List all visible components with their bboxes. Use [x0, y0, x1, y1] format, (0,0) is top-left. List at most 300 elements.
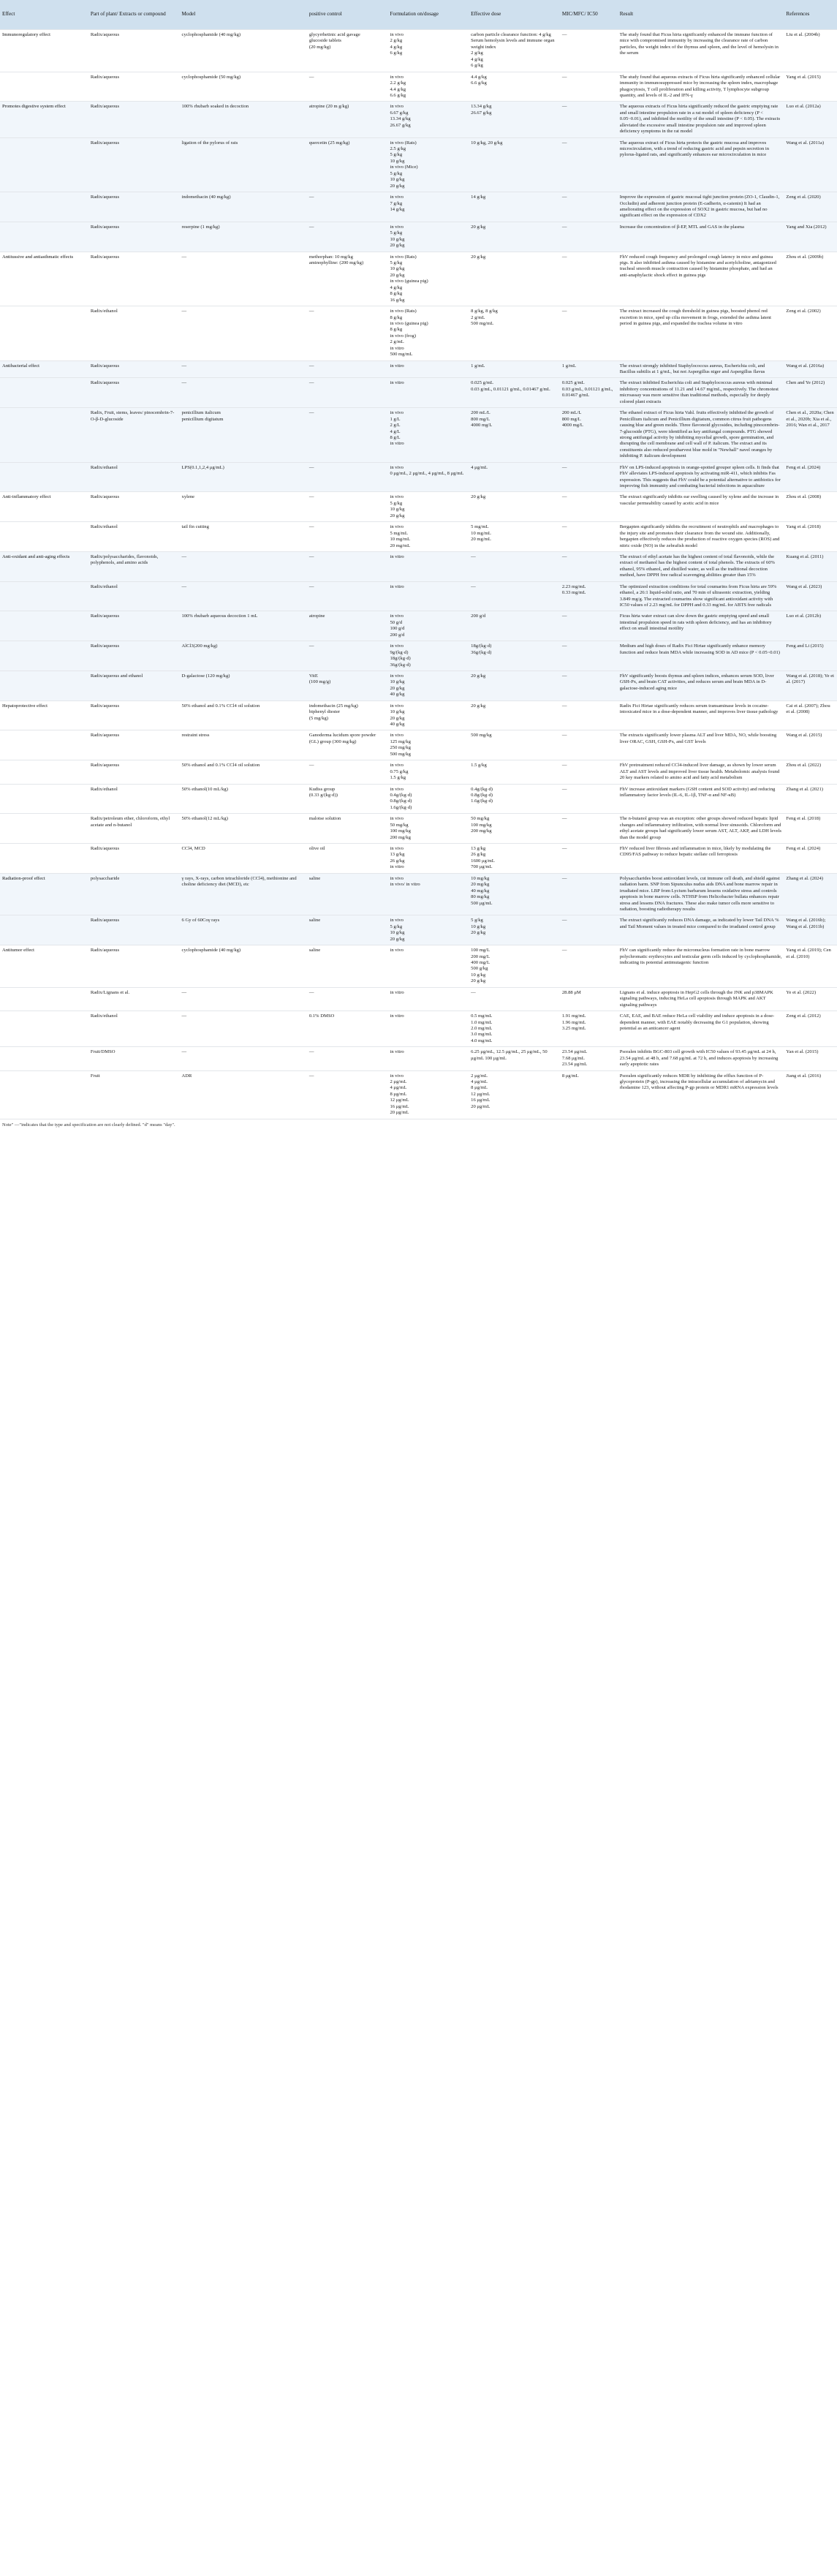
- col-dose: Formulation on/dosage: [387, 0, 469, 30]
- cell-model: AlCl3(200 mg/kg): [180, 641, 307, 671]
- table-row: [0, 192, 837, 222]
- cell-dose: in vitro: [387, 1011, 469, 1047]
- cell-effect: [0, 671, 88, 700]
- cell-model: reserpine (1 mg/kg): [180, 222, 307, 252]
- cell-mic: 0.025 g/mL 0.03 g/mL, 0.01121 g/mL, 0.01467 g/mL: [560, 378, 618, 408]
- cell-dose: in vivo 6.67 g/kg 13.34 g/kg 26.67 g/kg: [387, 102, 469, 137]
- table-row: [0, 1070, 837, 1119]
- table-row: [0, 522, 837, 552]
- cell-dose: in vivo 2 μg/mL 4 μg/mL 8 μg/mL 12 μg/mL 16 μg/mL 20 μg/mL: [387, 1070, 469, 1119]
- cell-result: The extract significantly inhibits ear swelling caused by xylene and the increase in vascular permeability caused by acetic acid in mice: [618, 492, 784, 522]
- cell-dose: in vivo 0.4g/(kg·d) 0.8g/(kg·d) 1.6g/(kg·d): [387, 784, 469, 814]
- cell-mic: —: [560, 192, 618, 222]
- cell-dose: in vitro: [387, 551, 469, 581]
- cell-mic: —: [560, 611, 618, 641]
- cell-effect: [0, 408, 88, 463]
- cell-control: —: [307, 581, 388, 611]
- cell-control: malotse solution: [307, 814, 388, 844]
- cell-control: quercetin (25 mg/kg): [307, 137, 388, 192]
- cell-reference: Zhou et al. (2008): [784, 492, 837, 522]
- cell-result: FhV pretreatment reduced CCl4-induced liver damage, as shown by lower serum ALT and AST levels and improved liver tissue health. Metabolomic analysis found 20 key markers related to amino acid and fatty acid metabolism: [618, 760, 784, 784]
- cell-result: The ethanol extract of Ficus hirta Vahl. fruits effectively inhibited the growth of Penicillium italicum and Penicillium digitatum, common citrus fruit pathogens causing blue and green molds. Three flavonoid glycosides, including pinocembrin-7-glucoside (PTG), were identified as key antifungal compounds. PTG showed strong antifungal activity by inhibiting mycelial growth, spore germination, and disrupting the cell membrane and cell wall of P. italicum. The extract and its constituents also reduced postharvest blue mold in "Newhall" navel oranges by inhibiting P. italicum development: [618, 408, 784, 463]
- cell-control: indomethacin (25 mg/kg) biphenyl diester (5 mg/kg): [307, 700, 388, 730]
- cell-model: 100% rhubarb soaked in decoction: [180, 102, 307, 137]
- table-row: [0, 1011, 837, 1047]
- cell-part: Radix/aqueous: [88, 492, 180, 522]
- cell-result: Radix Fici Hirtae significantly reduces serum transaminase levels in cocaine-intoxicated mice in a dose-dependent manner, and improves liver tissue pathology: [618, 700, 784, 730]
- cell-control: 0.1% DMSO: [307, 1011, 388, 1047]
- cell-mic: —: [560, 844, 618, 874]
- cell-effect: [0, 784, 88, 814]
- cell-reference: Liu et al. (2004b): [784, 30, 837, 72]
- cell-control: —: [307, 551, 388, 581]
- cell-reference: Zeng et al. (2012): [784, 1011, 837, 1047]
- cell-mic: —: [560, 915, 618, 945]
- cell-reference: Ye et al. (2022): [784, 987, 837, 1011]
- cell-part: Radix/aqueous: [88, 72, 180, 102]
- cell-mic: —: [560, 730, 618, 760]
- cell-effect: [0, 137, 88, 192]
- cell-result: Increase the concentration of β-EP, MTL and GAS in the plasma: [618, 222, 784, 252]
- cell-control: —: [307, 72, 388, 102]
- cell-effective-dose: 1.5 g/kg: [469, 760, 560, 784]
- cell-effect: [0, 581, 88, 611]
- cell-result: The extract inhibited Escherichia coli and Staphylococcus aureus with minimal inhibitory concentrations of 11.21 and 14.67 mg/mL, respectively. The chromotest microassay was more sensitive than traditional methods, especially for deeply colored plant extracts: [618, 378, 784, 408]
- cell-model: —: [180, 551, 307, 581]
- table-row: [0, 408, 837, 463]
- cell-control: —: [307, 306, 388, 361]
- cell-control: —: [307, 492, 388, 522]
- cell-part: Fruit/DMSO: [88, 1047, 180, 1070]
- cell-model: —: [180, 252, 307, 306]
- cell-effect: Immunoregulatory effect: [0, 30, 88, 72]
- cell-part: Radix/petroleum ether, chloroform, ethyl acetate and n-butanol: [88, 814, 180, 844]
- cell-control: —: [307, 462, 388, 492]
- cell-effective-dose: 4.4 g/kg 6.6 g/kg: [469, 72, 560, 102]
- cell-effect: [0, 611, 88, 641]
- cell-model: CCl4, MCD: [180, 844, 307, 874]
- cell-effect: Radiation-proof effect: [0, 873, 88, 915]
- cell-effective-dose: 0.025 g/mL 0.03 g/mL, 0.01121 g/mL, 0.01467 g/mL: [469, 378, 560, 408]
- cell-part: Radix/ethanol: [88, 581, 180, 611]
- cell-effective-dose: 13 g/kg 26 g/kg 1600 μg/mL 700 μg/mL: [469, 844, 560, 874]
- cell-reference: Cai et al. (2007); Zhou et al. (2008): [784, 700, 837, 730]
- cell-mic: —: [560, 671, 618, 700]
- cell-effective-dose: 200 g/d: [469, 611, 560, 641]
- cell-result: The aqueous extracts of Ficus hirta significantly reduced the gastric emptying rate and small intestine propulsion rate in a rat model of spleen deficiency (P < 0.05~0.01), and inhibited the motility of the small intestine (P < 0.05). The extracts alleviated the excessive small intestine propulsion rate and improved spleen deficiency symptoms in the rat model: [618, 102, 784, 137]
- cell-dose: in vivo 5 g/kg 10 g/kg 20 g/kg: [387, 222, 469, 252]
- cell-model: 50% ethanol and 0.1% CCl4 oil solution: [180, 760, 307, 784]
- cell-result: FhV significantly boosts thymus and spleen indices, enhances serum SOD, liver GSH-Px, and brain CAT activities, and reduces serum and brain MDA in D-galactose-induced aging mice: [618, 671, 784, 700]
- cell-part: Radix, Fruit, stems, leaves/ pinocembrin-7-O-β-D-glucoside: [88, 408, 180, 463]
- col-control: positive control: [307, 0, 388, 30]
- cell-dose: in vivo (Rats) 5 g/kg 10 g/kg 20 g/kg in vivo (guinea pig) 4 g/kg 8 g/kg 16 g/kg: [387, 252, 469, 306]
- cell-reference: Feng et al. (2024): [784, 462, 837, 492]
- cell-control: saline: [307, 945, 388, 988]
- cell-effect: [0, 1070, 88, 1119]
- cell-part: Radix/aqueous: [88, 700, 180, 730]
- cell-effective-dose: 6.25 μg/mL, 12.5 μg/mL, 25 μg/mL, 50 μg/mL 100 μg/mL: [469, 1047, 560, 1070]
- cell-model: tail fin cutting: [180, 522, 307, 552]
- cell-result: CAE, EAE, and BAE reduce HeLa cell viability and induce apoptosis in a dose-dependent manner, with EAE notably decreasing the G1 population, showing potential as an anticancer agent: [618, 1011, 784, 1047]
- cell-effective-dose: 2 μg/mL 4 μg/mL 8 μg/mL 12 μg/mL 16 μg/mL 20 μg/mL: [469, 1070, 560, 1119]
- cell-effective-dose: 20 g/kg: [469, 252, 560, 306]
- cell-mic: 1.91 mg/mL 1.96 mg/mL 3.25 mg/mL: [560, 1011, 618, 1047]
- cell-mic: 28.88 μM: [560, 987, 618, 1011]
- cell-result: Bergapten significantly inhibits the recruitment of neutrophils and macrophages to the injury site and promotes their clearance from the wound site. Additionally, bergapten effectively reduces the production of reactive oxygen species (ROS) and nitric oxide (NO) in the zebrafish model: [618, 522, 784, 552]
- cell-effective-dose: 20 g/kg: [469, 700, 560, 730]
- cell-reference: Zhang et al. (2024): [784, 873, 837, 915]
- cell-control: methorphan: 10 mg/kg aminophylline: (200 mg/kg): [307, 252, 388, 306]
- cell-result: Polysaccharides boost antioxidant levels, cut immune cell death, and shield against radiation harm. SNP from Sipunculus nudus aids DNA and bone marrow repair in irradiated mice. LBP from Lycium barbarum lessens oxidative stress and controls apoptosis in bone marrow cells. NTHSP from Helicobacter bullata enhances repair stress and lessens DNA fractures. These also make tumor cells more sensitive to radiation, boosting radiotherapy results: [618, 873, 784, 915]
- cell-mic: —: [560, 252, 618, 306]
- cell-dose: in vitro: [387, 360, 469, 378]
- cell-mic: —: [560, 102, 618, 137]
- cell-model: D-galactose (120 mg/kg): [180, 671, 307, 700]
- col-references: References: [784, 0, 837, 30]
- cell-reference: Yang et al. (2015): [784, 72, 837, 102]
- cell-dose: in vivo 2 g/kg 4 g/kg 6 g/kg: [387, 30, 469, 72]
- cell-effect: [0, 844, 88, 874]
- cell-control: —: [307, 1070, 388, 1119]
- cell-effective-dose: 10 g/kg, 20 g/kg: [469, 137, 560, 192]
- cell-reference: Luo et al. (2012b): [784, 611, 837, 641]
- cell-part: Radix/aqueous: [88, 641, 180, 671]
- cell-part: Radix/ethanol: [88, 522, 180, 552]
- cell-control: —: [307, 522, 388, 552]
- cell-effect: [0, 915, 88, 945]
- cell-reference: Zhang et al. (2021): [784, 784, 837, 814]
- cell-effect: [0, 814, 88, 844]
- cell-effect: Hepatoprotective effect: [0, 700, 88, 730]
- cell-effective-dose: 0.5 mg/mL 1.0 mg/mL 2.0 mg/mL 3.0 mg/mL 4.0 mg/mL: [469, 1011, 560, 1047]
- cell-effect: Antitumor effect: [0, 945, 88, 988]
- cell-dose: in vitro: [387, 1047, 469, 1070]
- cell-control: —: [307, 408, 388, 463]
- cell-reference: Wang et al. (2023): [784, 581, 837, 611]
- cell-effect: [0, 222, 88, 252]
- cell-effective-dose: 8 g/kg, 8 g/kg 2 g/mL 500 mg/mL: [469, 306, 560, 361]
- cell-result: The extract increased the cough threshold in guinea pigs, boosted phenol red excretion in mice, sped up cilia movement in frogs, extended the asthma latent period in guinea pigs, and expanded the trachea volume in vitro: [618, 306, 784, 361]
- cell-mic: 2.23 mg/mL 0.33 mg/mL: [560, 581, 618, 611]
- col-result: Result: [618, 0, 784, 30]
- cell-model: cyclophosphamide (40 mg/kg): [180, 945, 307, 988]
- cell-part: Radix/aqueous: [88, 252, 180, 306]
- cell-part: Radix/ethanol: [88, 306, 180, 361]
- cell-control: saline: [307, 915, 388, 945]
- cell-part: Radix/polysaccharides, flavonoids, polyphenols, and amino acids: [88, 551, 180, 581]
- cell-dose: in vivo: [387, 945, 469, 988]
- col-mic: MIC/MFC/ IC50: [560, 0, 618, 30]
- cell-control: —: [307, 360, 388, 378]
- cell-dose: in vivo (Rats) 2.5 g/kg 5 g/kg 10 g/kg in vivo (Mice) 5 g/kg 10 g/kg 20 g/kg: [387, 137, 469, 192]
- cell-effective-dose: 1 g/mL: [469, 360, 560, 378]
- cell-mic: —: [560, 814, 618, 844]
- cell-model: ADR: [180, 1070, 307, 1119]
- cell-effective-dose: 100 mg/L 200 mg/L 400 mg/L 500 g/kg 10 g/kg 20 g/kg: [469, 945, 560, 988]
- cell-reference: Wang et al. (2015): [784, 730, 837, 760]
- cell-model: 100% rhubarb aqueous decoction 1 mL: [180, 611, 307, 641]
- cell-dose: in vitro: [387, 581, 469, 611]
- cell-result: The aqueous extract of Ficus hirta protects the gastric mucosa and improves microcirculation, with a trend of reducing gastric acid and pepsin secretion in pylorus-ligated rats, and significantly enhances ear microcirculation in mice: [618, 137, 784, 192]
- table-row: [0, 1047, 837, 1070]
- cell-effect: Promotes digestive system effect: [0, 102, 88, 137]
- cell-part: Radix/aqueous: [88, 360, 180, 378]
- table-row: [0, 72, 837, 102]
- cell-mic: 200 mL/L 800 mg/L 4000 mg/L: [560, 408, 618, 463]
- cell-reference: Feng et al. (2018): [784, 814, 837, 844]
- cell-control: Ganoderma lucidum spore powder (GL) group (300 mg/kg): [307, 730, 388, 760]
- cell-dose: in vivo 7 g/kg 14 g/kg: [387, 192, 469, 222]
- table-body: [0, 30, 837, 1119]
- cell-reference: Wang et al. (2011a): [784, 137, 837, 192]
- cell-dose: in vivo 50 mg/kg 100 mg/kg 200 mg/kg: [387, 814, 469, 844]
- cell-effect: [0, 987, 88, 1011]
- cell-control: saline: [307, 873, 388, 915]
- cell-part: Radix/aqueous: [88, 102, 180, 137]
- cell-model: —: [180, 1011, 307, 1047]
- cell-effect: [0, 760, 88, 784]
- cell-mic: —: [560, 72, 618, 102]
- table-row: [0, 252, 837, 306]
- pharmacology-table: [0, 0, 837, 1131]
- cell-result: The extract of ethyl acetate has the highest content of total flavonoids, while the extract of methanol has the highest content of total phenols. The extracts of 60% ethanol, 95% ethanol, and distilled water, as well as the traditional decoction method, have DPPH free radical scavenging abilities greater than 15%: [618, 551, 784, 581]
- cell-dose: in vivo 10 g/kg 20 g/kg 40 g/kg: [387, 700, 469, 730]
- cell-dose: in vivo 50 g/d 100 g/d 200 g/d: [387, 611, 469, 641]
- cell-reference: Chen et al., 2020a; Chen et al., 2020b; Xia et al., 2016; Wan et al., 2017: [784, 408, 837, 463]
- cell-model: indomethacin (40 mg/kg): [180, 192, 307, 222]
- cell-model: ligation of the pylorus of rats: [180, 137, 307, 192]
- cell-dose: in vivo 0.75 g/kg 1.5 g/kg: [387, 760, 469, 784]
- table-row: [0, 730, 837, 760]
- cell-result: Ficus hirta water extract can slow down the gastric emptying speed and small intestinal propulsion speed in rats with spleen deficiency, and has an inhibitory effect on small intestinal motility: [618, 611, 784, 641]
- cell-reference: Wang et al. (2016a): [784, 360, 837, 378]
- col-part: Part of plant/ Extracts or compound: [88, 0, 180, 30]
- cell-reference: Zeng et al. (2002): [784, 306, 837, 361]
- cell-reference: Luo et al. (2012a): [784, 102, 837, 137]
- table-row: [0, 784, 837, 814]
- cell-effect: Antitussive and antiasthmatic effects: [0, 252, 88, 306]
- cell-effective-dose: 18g/(kg·d) 36g/(kg·d): [469, 641, 560, 671]
- cell-reference: Yan et al. (2015): [784, 1047, 837, 1070]
- cell-dose: in vivo 10 g/kg 20 g/kg 40 g/kg: [387, 671, 469, 700]
- cell-part: Radix/aqueous: [88, 137, 180, 192]
- table-row: [0, 102, 837, 137]
- cell-effective-dose: 10 mg/kg 20 mg/kg 40 mg/kg 80 mg/kg 500 μg/mL: [469, 873, 560, 915]
- cell-part: polysaccharide: [88, 873, 180, 915]
- cell-part: Radix/aqueous: [88, 611, 180, 641]
- cell-part: Radix/aqueous: [88, 30, 180, 72]
- cell-mic: —: [560, 462, 618, 492]
- cell-effective-dose: 500 mg/kg: [469, 730, 560, 760]
- table-row: [0, 873, 837, 915]
- cell-part: Radix/aqueous: [88, 378, 180, 408]
- cell-part: Radix/aqueous: [88, 915, 180, 945]
- cell-reference: Feng et al. (2024): [784, 844, 837, 874]
- table-note: Note" —"indicates that the type and specification are not clearly defined. "d" means "day".: [0, 1119, 837, 1131]
- cell-part: Radix/aqueous: [88, 844, 180, 874]
- cell-model: cyclophosphamide (50 mg/kg): [180, 72, 307, 102]
- cell-reference: Zhou et al. (2022): [784, 760, 837, 784]
- table-row: [0, 700, 837, 730]
- cell-part: Radix/aqueous: [88, 730, 180, 760]
- cell-model: —: [180, 987, 307, 1011]
- cell-dose: in vivo in vivo/ in vitro: [387, 873, 469, 915]
- cell-result: FhV on LPS-induced apoptosis in orange-spotted grouper spleen cells. It finds that FhV alleviates LPS-induced apoptosis by activating miR-411, which inhibits Fas expression. This suggests that FhV could be a potential alternative to antibiotics for improving fish immunity and combating bacterial infections in aquaculture: [618, 462, 784, 492]
- cell-mic: —: [560, 760, 618, 784]
- table-row: [0, 137, 837, 192]
- cell-control: olive oil: [307, 844, 388, 874]
- cell-model: LPS(0.1,1,2,4 μg/mL): [180, 462, 307, 492]
- cell-dose: in vivo 125 mg/kg 250 mg/kg 500 mg/kg: [387, 730, 469, 760]
- cell-reference: Yang et al. (2018): [784, 522, 837, 552]
- cell-mic: 8 μg/mL: [560, 1070, 618, 1119]
- cell-effect: [0, 1011, 88, 1047]
- cell-dose: in vivo 5 g/kg 10 g/kg 20 g/kg: [387, 915, 469, 945]
- col-effective-dose: Effective dose: [469, 0, 560, 30]
- cell-control: —: [307, 641, 388, 671]
- cell-effective-dose: 0.4g/(kg·d) 0.8g/(kg·d) 1.6g/(kg·d): [469, 784, 560, 814]
- cell-result: Medium and high doses of Radix Fici Hirtae significantly enhance memory function and reduce brain MDA while increasing SOD in AD mice (P < 0.05~0.01): [618, 641, 784, 671]
- cell-part: Radix/ethanol: [88, 462, 180, 492]
- cell-control: —: [307, 192, 388, 222]
- cell-effect: [0, 462, 88, 492]
- table-row: [0, 760, 837, 784]
- cell-result: FhV reduced cough frequency and prolonged cough latency in mice and guinea pigs. It also inhibited asthma caused by histamine and acetylcholine, antagonized tracheal smooth muscle contraction caused by histamine phosphate, and had an anti-anaphylactic shock effect in guinea pigs: [618, 252, 784, 306]
- cell-dose: in vivo 5 g/kg 10 g/kg 20 g/kg: [387, 492, 469, 522]
- table-row: [0, 551, 837, 581]
- cell-effective-dose: 20 g/kg: [469, 222, 560, 252]
- cell-effect: [0, 306, 88, 361]
- cell-result: FhV can significantly reduce the micronucleus formation rate in bone marrow polychromatic erythrocytes and testicular germ cells induced by cyclophosphamide, indicating its potential antimutagenic function: [618, 945, 784, 988]
- cell-effective-dose: 200 mL/L 800 mg/L 4000 mg/L: [469, 408, 560, 463]
- cell-model: cyclophosphamide (40 mg/kg): [180, 30, 307, 72]
- cell-control: glycyrrhetinic acid gavage glucoside tablets (20 mg/kg): [307, 30, 388, 72]
- cell-control: —: [307, 378, 388, 408]
- table-row: [0, 945, 837, 988]
- cell-effective-dose: —: [469, 987, 560, 1011]
- cell-part: Radix/Lignans et al.: [88, 987, 180, 1011]
- cell-result: The study found that aqueous extracts of Ficus hirta significantly enhanced cellular immunity in immunosuppressed mice by increasing the spleen index, macrophage phagocytosis, T cell proliferation and killing activity, T lymphocyte subgroup quantity, and levels of IL-2 and IFN-γ: [618, 72, 784, 102]
- cell-model: γ rays, X-rays, carbon tetrachloride (CCl4), methionine and choline deficiency diet (MCD), etc: [180, 873, 307, 915]
- cell-effective-dose: 20 g/kg: [469, 671, 560, 700]
- table-row: [0, 360, 837, 378]
- cell-mic: —: [560, 551, 618, 581]
- cell-dose: in vitro: [387, 987, 469, 1011]
- cell-model: —: [180, 306, 307, 361]
- cell-model: 6 Gy of 60Coγ rays: [180, 915, 307, 945]
- cell-reference: Chen and Ye (2012): [784, 378, 837, 408]
- cell-mic: 1 g/mL: [560, 360, 618, 378]
- cell-reference: Wang et al. (2016b); Wang et al. (2011b): [784, 915, 837, 945]
- table-row: [0, 378, 837, 408]
- table-row: [0, 915, 837, 945]
- cell-mic: —: [560, 945, 618, 988]
- cell-model: 50% ethanol(12 mL/kg): [180, 814, 307, 844]
- cell-effect: Anti-oxidant and anti-aging effects: [0, 551, 88, 581]
- cell-model: restraint stress: [180, 730, 307, 760]
- col-effect: Effect: [0, 0, 88, 30]
- cell-effective-dose: 5 mg/mL 10 mg/mL 20 mg/mL: [469, 522, 560, 552]
- col-model: Model: [180, 0, 307, 30]
- cell-model: 50% ethanol(10 mL/kg): [180, 784, 307, 814]
- cell-effect: [0, 730, 88, 760]
- cell-effective-dose: carbon particle clearance function: 4 g/kg Serum hemolysin levels and immune organ weight index 2 g/kg 4 g/kg 6 g/kg: [469, 30, 560, 72]
- cell-part: Radix/aqueous and ethanol: [88, 671, 180, 700]
- table-row: [0, 492, 837, 522]
- cell-reference: Yang et al. (2019); Cen et al. (2010): [784, 945, 837, 988]
- cell-mic: —: [560, 492, 618, 522]
- cell-mic: —: [560, 30, 618, 72]
- cell-effect: [0, 641, 88, 671]
- cell-effective-dose: 20 g/kg: [469, 492, 560, 522]
- cell-reference: Feng and Li (2015): [784, 641, 837, 671]
- cell-model: —: [180, 360, 307, 378]
- cell-dose: in vivo 2.2 g/kg 4.4 g/kg 6.6 g/kg: [387, 72, 469, 102]
- cell-effective-dose: 4 μg/mL: [469, 462, 560, 492]
- cell-model: —: [180, 1047, 307, 1070]
- cell-mic: —: [560, 522, 618, 552]
- cell-dose: in vitro: [387, 378, 469, 408]
- cell-dose: in vivo 5 mg/mL 10 mg/mL 20 mg/mL: [387, 522, 469, 552]
- cell-dose: in vivo 0 μg/mL, 2 μg/mL, 4 μg/mL, 8 μg/mL: [387, 462, 469, 492]
- cell-dose: in vivo 1 g/L 2 g/L 4 g/L 8 g/L in vitro: [387, 408, 469, 463]
- cell-control: Kudiss group (0.33 g/(kg·d)): [307, 784, 388, 814]
- cell-control: —: [307, 1047, 388, 1070]
- cell-result: Psoralen significantly reduces MDR by inhibiting the efflux function of P-glycoprotein (P-gp), increasing the intracellular accumulation of adriamycin and rhodamine 123, without affecting P-gp protein or MDR1 mRNA expression levels: [618, 1070, 784, 1119]
- cell-model: 50% ethanol and 0.1% CCl4 oil solution: [180, 700, 307, 730]
- cell-part: Radix/aqueous: [88, 192, 180, 222]
- cell-result: Improve the expression of gastric mucosal tight junction protein (ZO-1, Claudin-1, Occludin) and adherent junction protein (E-cadherin, α-catenin) It had an ameliorating effect on the expression of SOX2 in gastric mucosa, but had no significant effect on the expression of CDX2: [618, 192, 784, 222]
- cell-effect: [0, 522, 88, 552]
- cell-part: Radix/ethanol: [88, 1011, 180, 1047]
- table-row: [0, 581, 837, 611]
- cell-result: The study found that Ficus hirta significantly enhanced the immune function of mice with compromised immunity by increasing the clearance rate of carbon particles, the weight index of the thymus and spleen, and the level of hemolysin in the serum: [618, 30, 784, 72]
- table-row: [0, 641, 837, 671]
- cell-mic: —: [560, 784, 618, 814]
- cell-result: The extract strongly inhibited Staphylococcus aureus, Escherichia coli, and Bacillus subtilis at 1 g/mL, but not Aspergillus niger and Aspergillus flavus: [618, 360, 784, 378]
- cell-model: —: [180, 378, 307, 408]
- cell-part: Radix/aqueous: [88, 222, 180, 252]
- cell-effective-dose: 50 mg/kg 100 mg/kg 200 mg/kg: [469, 814, 560, 844]
- cell-mic: 23.54 μg/mL 7.68 μg/mL 23.54 μg/mL: [560, 1047, 618, 1070]
- cell-effect: Anti-inflammatory effect: [0, 492, 88, 522]
- table-row: [0, 611, 837, 641]
- cell-result: The extract significantly reduces DNA damage, as indicated by lower Tail DNA % and Tail Moment values in treated mice compared to the irradiated control group: [618, 915, 784, 945]
- cell-effective-dose: 5 g/kg 10 g/kg 20 g/kg: [469, 915, 560, 945]
- cell-control: VitE (100 mg/g): [307, 671, 388, 700]
- cell-mic: —: [560, 641, 618, 671]
- cell-reference: Yang and Xia (2012): [784, 222, 837, 252]
- cell-effective-dose: —: [469, 551, 560, 581]
- header-row: [0, 0, 837, 30]
- cell-dose: in vivo 13 g/kg 26 g/kg in vitro: [387, 844, 469, 874]
- table-container: [0, 0, 837, 1131]
- cell-part: Fruit: [88, 1070, 180, 1119]
- table-row: [0, 462, 837, 492]
- cell-effect: [0, 192, 88, 222]
- cell-effective-dose: 13.34 g/kg 26.67 g/kg: [469, 102, 560, 137]
- cell-mic: —: [560, 306, 618, 361]
- cell-mic: —: [560, 137, 618, 192]
- cell-effect: [0, 72, 88, 102]
- cell-effective-dose: —: [469, 581, 560, 611]
- table-row: [0, 987, 837, 1011]
- cell-mic: —: [560, 873, 618, 915]
- cell-result: FhV reduced liver fibrosis and inflammation in mice, likely by modulating the CD95/FAS pathway to reduce hepatic stellate cell ferroptosis: [618, 844, 784, 874]
- cell-control: atropine (20 m g/kg): [307, 102, 388, 137]
- table-row: [0, 844, 837, 874]
